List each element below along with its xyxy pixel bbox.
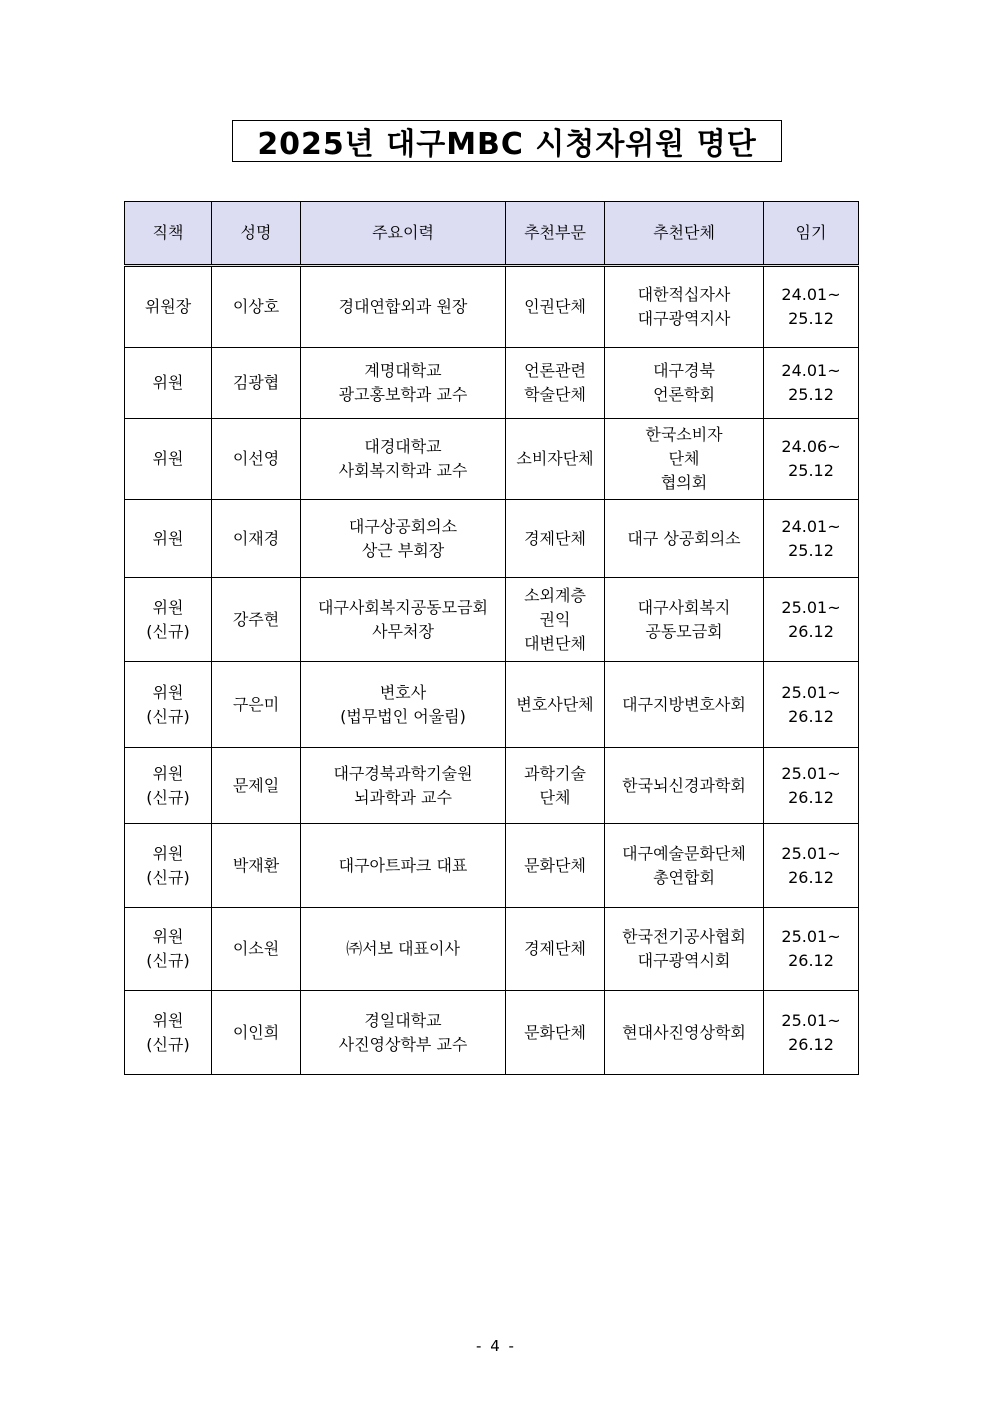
cell-organization [605,908,764,991]
cell-career [301,662,506,748]
cell-name: 이소원 [212,908,301,991]
cell-name: 강주현 [212,578,301,662]
cell-position-line: 위원 [152,682,184,702]
committee-roster-table [124,201,859,1075]
cell-position-line: 위원 [152,763,184,783]
cell-term [764,578,859,662]
header-name: 성명 [212,202,301,266]
cell-category-line: 인권단체 [524,297,586,316]
cell-category-line: 소비자단체 [516,449,594,468]
cell-term-line: 26.12 [788,787,834,807]
cell-career-line: 대구경북과학기술원 [333,763,473,783]
cell-category-line: 문화단체 [524,855,586,875]
cell-position [125,748,212,824]
cell-term-line: 25.01~ [781,927,841,946]
cell-organization-line: 협의회 [660,473,708,492]
table-row [125,419,859,500]
cell-career-line: 계명대학교 [364,361,442,380]
cell-name: 문제일 [212,748,301,824]
cell-organization-line: 총연합회 [653,867,715,887]
table-row [125,662,859,748]
cell-position [125,824,212,908]
cell-category-line: 권익 [539,609,571,629]
cell-term-line: 24.01~ [781,285,841,304]
cell-organization-line: 대구광역시회 [637,951,731,970]
cell-name: 이상호 [212,266,301,348]
cell-name: 김광협 [212,348,301,419]
cell-career [301,419,506,500]
cell-term-line: 25.12 [788,540,834,560]
cell-organization [605,500,764,578]
cell-category [506,824,605,908]
cell-career-line: 대경대학교 [364,437,442,456]
cell-category [506,908,605,991]
cell-organization-line: 한국소비자 [645,425,723,444]
cell-career-line: 경대연합외과 원장 [338,297,468,316]
cell-position-line: 위원장 [144,297,192,316]
cell-career [301,824,506,908]
header-organization: 추천단체 [605,202,764,266]
cell-name: 구은미 [212,662,301,748]
cell-career [301,908,506,991]
table-row [125,266,859,348]
cell-term [764,419,859,500]
cell-organization-line: 대구경북 [653,361,715,380]
cell-name: 박재환 [212,824,301,908]
cell-category [506,748,605,824]
cell-position-line: (신규) [146,867,190,887]
cell-term [764,662,859,748]
cell-term [764,908,859,991]
table-row [125,991,859,1075]
cell-career [301,500,506,578]
cell-position [125,500,212,578]
cell-category-line: 소외계층 [524,585,586,605]
cell-organization [605,419,764,500]
cell-career-line: 사진영상학부 교수 [338,1034,468,1054]
cell-organization [605,578,764,662]
table-header-row [125,202,859,266]
cell-career-line: 대구상공회의소 [348,516,458,536]
table-row [125,824,859,908]
cell-organization-line: 한국전기공사협회 [622,927,746,946]
cell-name: 이선영 [212,419,301,500]
cell-position [125,991,212,1075]
cell-category [506,578,605,662]
cell-career-line: 대구아트파크 대표 [338,855,468,875]
cell-category-line: 학술단체 [524,385,586,404]
cell-category-line: 대변단체 [524,633,586,653]
cell-career-line: 상근 부회장 [361,540,445,560]
cell-term-line: 25.01~ [781,597,841,617]
cell-organization-line: 대구광역지사 [637,309,731,328]
cell-position [125,419,212,500]
document-title: 2025년 대구MBC 시청자위원 명단 [232,120,782,162]
cell-organization [605,991,764,1075]
cell-position [125,348,212,419]
table-row [125,908,859,991]
cell-category [506,266,605,348]
table-row [125,578,859,662]
cell-name: 이인희 [212,991,301,1075]
header-term: 임기 [764,202,859,266]
cell-term-line: 25.01~ [781,843,841,863]
cell-term-line: 24.01~ [781,361,841,380]
cell-term [764,348,859,419]
cell-name: 이재경 [212,500,301,578]
page-number: - 4 - [476,1337,516,1355]
cell-position [125,662,212,748]
cell-category-line: 경제단체 [524,528,586,548]
cell-organization [605,824,764,908]
cell-term-line: 25.12 [788,461,834,480]
cell-term-line: 26.12 [788,951,834,970]
table-row [125,500,859,578]
cell-term-line: 24.01~ [781,516,841,536]
cell-term [764,500,859,578]
cell-organization [605,348,764,419]
cell-position-line: (신규) [146,621,190,641]
cell-career-line: 사회복지학과 교수 [338,461,468,480]
cell-term-line: 26.12 [788,706,834,726]
cell-organization-line: 현대사진영상학회 [622,1022,746,1042]
cell-category-line: 변호사단체 [516,694,594,714]
cell-category-line: 문화단체 [524,1022,586,1042]
cell-organization-line: 언론학회 [653,385,715,404]
cell-career [301,348,506,419]
cell-career-line: ㈜서보 대표이사 [346,939,460,958]
cell-category [506,500,605,578]
cell-term-line: 25.12 [788,309,834,328]
cell-organization-line: 대구지방변호사회 [622,694,746,714]
cell-position [125,578,212,662]
cell-career-line: 변호사 [379,682,427,702]
cell-career-line: 경일대학교 [364,1010,442,1030]
cell-position-line: 위원 [152,1010,184,1030]
cell-term [764,748,859,824]
cell-position-line: 위원 [152,528,184,548]
cell-career [301,991,506,1075]
cell-term [764,824,859,908]
cell-term [764,991,859,1075]
cell-organization-line: 대구사회복지 [637,597,731,617]
cell-position [125,266,212,348]
cell-position-line: (신규) [146,951,190,970]
cell-term-line: 24.06~ [781,437,841,456]
cell-organization [605,748,764,824]
cell-organization-line: 공동모금회 [645,621,723,641]
cell-position [125,908,212,991]
table-row [125,748,859,824]
cell-career-line: 광고홍보학과 교수 [338,385,468,404]
cell-term [764,266,859,348]
cell-category-line: 단체 [539,787,571,807]
cell-organization [605,662,764,748]
cell-position-line: 위원 [152,843,184,863]
cell-category [506,991,605,1075]
cell-career-line: (법무법인 어울림) [340,706,466,726]
cell-career [301,748,506,824]
cell-career [301,266,506,348]
cell-organization-line: 대한적십자사 [637,285,731,304]
cell-position-line: (신규) [146,706,190,726]
cell-position-line: 위원 [152,597,184,617]
cell-career-line: 뇌과학과 교수 [354,787,452,807]
cell-organization-line: 단체 [668,449,700,468]
cell-organization [605,266,764,348]
cell-career-line: 대구사회복지공동모금회 [317,597,489,617]
cell-career-line: 사무처장 [372,621,434,641]
cell-category-line: 과학기술 [524,763,586,783]
cell-category [506,348,605,419]
cell-category-line: 언론관련 [524,361,586,380]
cell-organization-line: 대구 상공회의소 [627,528,741,548]
cell-position-line: 위원 [152,449,184,468]
header-career: 주요이력 [301,202,506,266]
cell-term-line: 25.01~ [781,1010,841,1030]
cell-category [506,662,605,748]
cell-category [506,419,605,500]
cell-position-line: 위원 [152,373,184,392]
header-category: 추천부문 [506,202,605,266]
cell-position-line: 위원 [152,927,184,946]
cell-category-line: 경제단체 [524,939,586,958]
cell-term-line: 25.01~ [781,682,841,702]
cell-term-line: 26.12 [788,867,834,887]
header-position: 직책 [125,202,212,266]
cell-career [301,578,506,662]
cell-term-line: 25.12 [788,385,834,404]
cell-position-line: (신규) [146,787,190,807]
cell-organization-line: 대구예술문화단체 [622,843,746,863]
cell-position-line: (신규) [146,1034,190,1054]
cell-organization-line: 한국뇌신경과학회 [622,775,746,795]
table-row [125,348,859,419]
cell-term-line: 26.12 [788,1034,834,1054]
cell-term-line: 26.12 [788,621,834,641]
cell-term-line: 25.01~ [781,763,841,783]
